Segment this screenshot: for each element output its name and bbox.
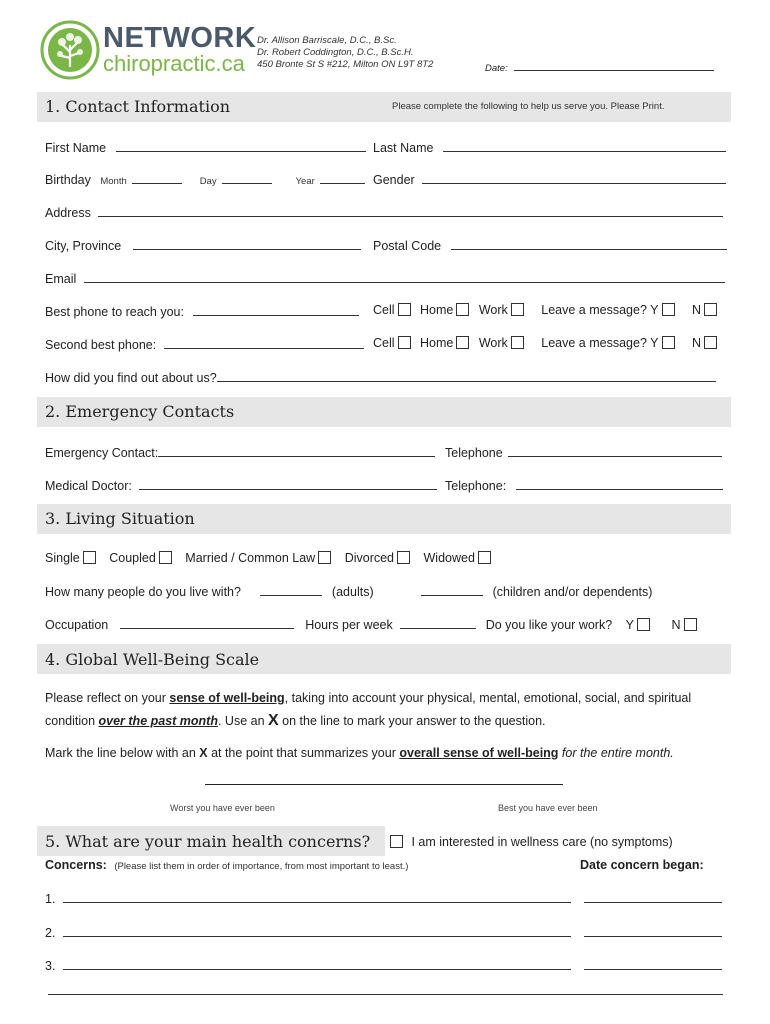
p2-text-a: condition — [45, 714, 99, 728]
city-field[interactable] — [133, 237, 361, 250]
postal-label: Postal Code — [373, 239, 442, 253]
p1-text-c: , taking into account your physical, mental, emotional, social, and spiritual — [284, 691, 692, 705]
second-phone-field[interactable] — [164, 336, 364, 349]
year-field[interactable] — [320, 171, 365, 184]
wellness-row — [390, 835, 673, 849]
concern-3-date-field[interactable] — [584, 957, 722, 970]
household-row — [45, 583, 652, 599]
concern-row-1 — [45, 890, 722, 906]
hours-label: Hours per week — [305, 618, 393, 632]
concern-number-2: 2. — [45, 926, 56, 940]
first-name-label: First Name — [45, 141, 107, 155]
home-label: Home — [420, 303, 454, 317]
medical-doctor-field[interactable] — [139, 477, 437, 490]
cell-label: Cell — [373, 303, 395, 317]
divorced-label: Divorced — [344, 551, 395, 565]
best-phone-options — [373, 303, 717, 317]
date-row — [485, 61, 714, 74]
date-field[interactable] — [514, 61, 714, 71]
like-work-no-label: N — [671, 618, 681, 632]
children-label: (children and/or dependents) — [492, 585, 653, 599]
x-mark-big: X — [268, 712, 279, 729]
work-label: Work — [478, 303, 508, 317]
medical-doctor-label: Medical Doctor: — [45, 479, 132, 493]
first-name-row — [45, 139, 366, 155]
p3-text-a: Mark the line below with an — [45, 746, 200, 760]
concern-2-field[interactable] — [63, 924, 571, 937]
concern-number-3: 3. — [45, 959, 56, 973]
emergency-contact-row — [45, 444, 435, 460]
wellness-label: I am interested in wellness care (no symptoms) — [411, 835, 673, 849]
leave-message-no-label: N — [691, 303, 702, 317]
occupation-field[interactable] — [120, 616, 294, 629]
section-5-title: 5. What are your main health concerns? — [45, 832, 371, 851]
concerns-label: Concerns: — [45, 858, 107, 872]
gender-label: Gender — [373, 173, 415, 187]
wellbeing-scale-line[interactable] — [205, 784, 563, 785]
concern-3-field[interactable] — [63, 957, 571, 970]
wellness-checkbox[interactable] — [390, 835, 403, 848]
home-label-2: Home — [420, 336, 454, 350]
widowed-label: Widowed — [423, 551, 475, 565]
month-field[interactable] — [132, 171, 182, 184]
like-work-label: Do you like your work? — [485, 618, 613, 632]
concern-number-1: 1. — [45, 892, 56, 906]
leave-message-label-2: Leave a message? Y — [541, 336, 659, 350]
marital-status-row — [45, 551, 491, 565]
concerns-note: (Please list them in order of importance, from most important to least.) — [114, 861, 409, 872]
children-field[interactable] — [421, 583, 483, 596]
second-phone-options — [373, 336, 717, 350]
coupled-label: Coupled — [109, 551, 156, 565]
section-4-title: 4. Global Well-Being Scale — [45, 650, 260, 669]
like-work-yes-label: Y — [625, 618, 634, 632]
logo-emblem — [40, 20, 100, 80]
single-label: Single — [45, 551, 80, 565]
cell-label-2: Cell — [373, 336, 395, 350]
city-label: City, Province — [45, 239, 122, 253]
leave-message-no-label-2: N — [691, 336, 702, 350]
leave-message-yes-checkbox-2[interactable] — [662, 336, 675, 349]
work-checkbox[interactable] — [511, 303, 524, 316]
wellbeing-paragraph-line-3 — [45, 746, 674, 760]
home-checkbox-2[interactable] — [456, 336, 469, 349]
p3-text-b: at the point that summarizes your — [207, 746, 400, 760]
section-3-title: 3. Living Situation — [45, 509, 195, 528]
emergency-telephone-field[interactable] — [508, 444, 722, 457]
divorced-checkbox[interactable] — [397, 551, 410, 564]
leave-message-no-checkbox-2[interactable] — [704, 336, 717, 349]
concern-row-2 — [45, 924, 722, 940]
how-many-label: How many people do you live with? — [45, 585, 241, 599]
over-past-month-emphasis: over the past month — [98, 714, 218, 728]
p2-text-c: . Use an — [217, 714, 269, 728]
doctor-telephone-field[interactable] — [516, 477, 723, 490]
wellbeing-paragraph-line-1 — [45, 691, 691, 705]
emergency-contact-field[interactable] — [158, 444, 435, 457]
x-mark: X — [199, 746, 208, 760]
section-1-title: 1. Contact Information — [45, 97, 230, 116]
doctor-telephone-row — [445, 477, 723, 493]
address-label: Address — [45, 206, 91, 220]
occupation-row — [45, 616, 697, 632]
birthday-row — [45, 171, 365, 187]
adults-label: (adults) — [331, 585, 374, 599]
email-field[interactable] — [84, 270, 725, 283]
coupled-checkbox[interactable] — [159, 551, 172, 564]
like-work-yes-checkbox[interactable] — [637, 618, 650, 631]
cell-checkbox[interactable] — [398, 303, 411, 316]
birthday-label: Birthday — [45, 173, 91, 187]
like-work-no-checkbox[interactable] — [684, 618, 697, 631]
best-phone-label: Best phone to reach you: — [45, 305, 184, 319]
day-field[interactable] — [222, 171, 272, 184]
emergency-telephone-row — [445, 444, 722, 460]
find-out-label: How did you find out about us? — [45, 371, 217, 385]
last-name-row — [373, 139, 726, 155]
p3-text-d: for the entire month. — [558, 746, 674, 760]
find-out-row — [45, 369, 716, 385]
work-label-2: Work — [478, 336, 508, 350]
postal-field[interactable] — [451, 237, 727, 250]
leave-message-no-checkbox[interactable] — [704, 303, 717, 316]
address-row — [45, 204, 723, 220]
date-label: Date: — [485, 63, 508, 74]
scale-best-label: Best you have ever been — [498, 803, 598, 813]
scale-worst-label: Worst you have ever been — [170, 803, 275, 813]
overall-wellbeing-emphasis: overall sense of well-being — [399, 746, 559, 760]
email-row — [45, 270, 725, 286]
married-checkbox[interactable] — [318, 551, 331, 564]
clinic-address: 450 Bronte St S #212, Milton ON L9T 8T2 — [257, 59, 434, 70]
gender-field[interactable] — [422, 171, 726, 184]
second-phone-label: Second best phone: — [45, 338, 157, 352]
home-checkbox[interactable] — [456, 303, 469, 316]
single-checkbox[interactable] — [83, 551, 96, 564]
concern-1-date-field[interactable] — [584, 890, 722, 903]
last-name-field[interactable] — [443, 139, 726, 152]
concerns-header — [45, 858, 408, 872]
wellbeing-paragraph-line-2 — [45, 712, 546, 730]
emergency-contact-label: Emergency Contact: — [45, 446, 159, 460]
p2-text-d: on the line to mark your answer to the question. — [278, 714, 546, 728]
work-checkbox-2[interactable] — [511, 336, 524, 349]
occupation-label: Occupation — [45, 618, 109, 632]
address-field[interactable] — [98, 204, 723, 217]
year-label: Year — [295, 176, 315, 187]
second-phone-row — [45, 336, 364, 352]
last-name-label: Last Name — [373, 141, 434, 155]
cell-checkbox-2[interactable] — [398, 336, 411, 349]
day-label: Day — [199, 176, 217, 187]
doctor-2: Dr. Robert Coddington, D.C., B.Sc.H. — [257, 47, 414, 58]
find-out-field[interactable] — [217, 369, 716, 382]
logo-chiropractic-text: chiropractic.ca — [103, 51, 245, 76]
gender-row — [373, 171, 726, 187]
email-label: Email — [45, 272, 77, 286]
hours-field[interactable] — [400, 616, 476, 629]
bottom-rule — [48, 994, 723, 995]
doctor-1: Dr. Allison Barriscale, D.C., B.Sc. — [257, 35, 397, 46]
leave-message-yes-checkbox[interactable] — [662, 303, 675, 316]
emergency-telephone-label: Telephone — [445, 446, 503, 460]
logo-network-text: NETWORK — [103, 22, 257, 54]
section-1-note: Please complete the following to help us serve you. Please Print. — [392, 101, 665, 112]
widowed-checkbox[interactable] — [478, 551, 491, 564]
date-began-label: Date concern began: — [580, 858, 704, 872]
section-2-title: 2. Emergency Contacts — [45, 402, 235, 421]
best-phone-row — [45, 303, 359, 319]
city-row — [45, 237, 361, 253]
p1-text-a: Please reflect on your — [45, 691, 170, 705]
doctor-telephone-label: Telephone: — [445, 479, 507, 493]
medical-doctor-row — [45, 477, 437, 493]
married-label: Married / Common Law — [185, 551, 316, 565]
concern-row-3 — [45, 957, 722, 973]
best-phone-field[interactable] — [193, 303, 359, 316]
month-label: Month — [100, 176, 127, 187]
first-name-field[interactable] — [116, 139, 366, 152]
concern-2-date-field[interactable] — [584, 924, 722, 937]
concern-1-field[interactable] — [63, 890, 571, 903]
adults-field[interactable] — [260, 583, 322, 596]
leave-message-label: Leave a message? Y — [541, 303, 659, 317]
postal-row — [373, 237, 727, 253]
sense-of-wellbeing-emphasis: sense of well-being — [169, 691, 285, 705]
